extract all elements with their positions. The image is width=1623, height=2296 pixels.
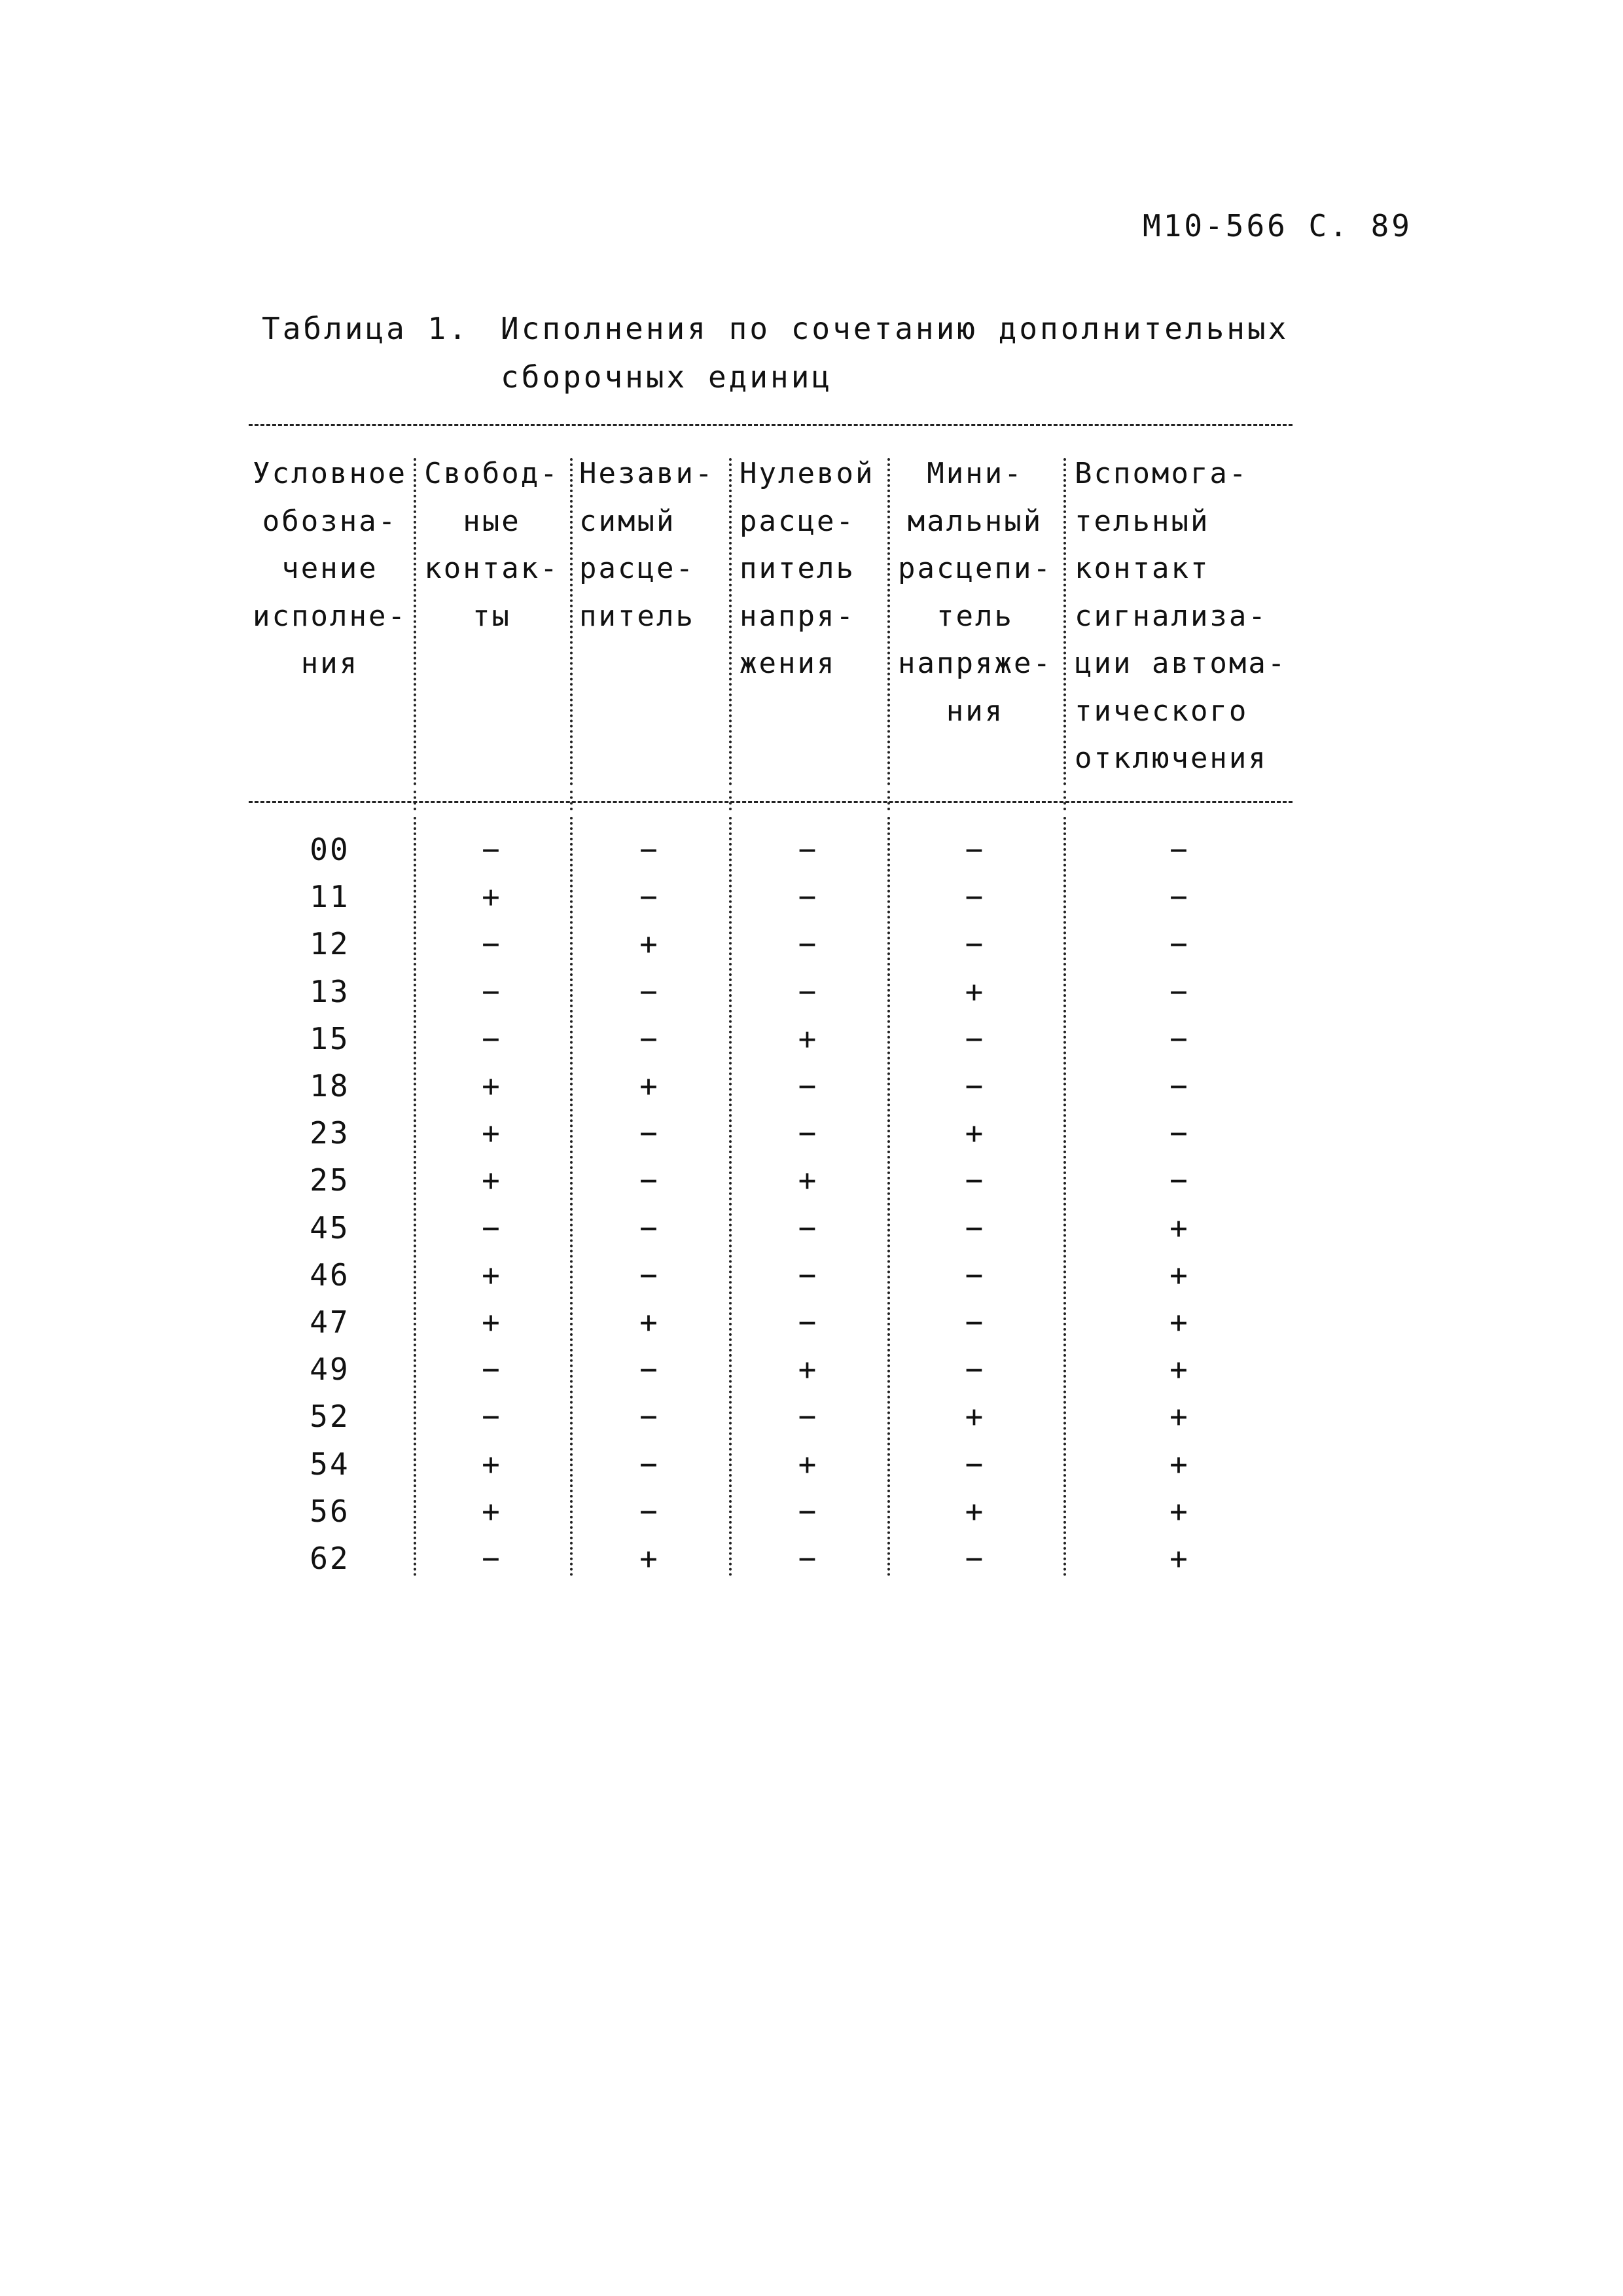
row-designation: 11 xyxy=(310,879,350,915)
table-row xyxy=(249,1157,1293,1204)
row-designation: 45 xyxy=(310,1210,350,1246)
column-header-line: расце- xyxy=(740,504,855,538)
table-cell: − xyxy=(965,1020,986,1056)
column-header-line: расцепи- xyxy=(898,552,1052,585)
table-cell: − xyxy=(798,1257,819,1293)
column-header-line: расце- xyxy=(579,552,695,585)
row-designation: 12 xyxy=(310,926,350,962)
column-header-line: сигнализа- xyxy=(1075,599,1268,633)
table-cell: + xyxy=(965,1399,986,1435)
table-cell: − xyxy=(965,1068,986,1103)
row-designation: 49 xyxy=(310,1352,350,1388)
table-cell: − xyxy=(965,1210,986,1246)
table-cell: − xyxy=(639,973,660,1009)
table-cell: − xyxy=(482,832,502,867)
table-row xyxy=(249,1062,1293,1109)
table-cell: + xyxy=(639,1541,660,1576)
table-cell: − xyxy=(798,926,819,962)
column-header-line: Свобод- xyxy=(424,457,560,490)
column-separator xyxy=(414,791,416,810)
column-header-line: тического xyxy=(1075,694,1249,728)
row-designation: 18 xyxy=(310,1068,350,1103)
table-cell: − xyxy=(798,1304,819,1340)
table-cell: − xyxy=(965,1541,986,1576)
table-cell: + xyxy=(482,1493,502,1529)
table-row xyxy=(249,826,1293,873)
column-header-2 xyxy=(416,450,568,640)
column-separator xyxy=(887,817,890,1577)
table-cell: − xyxy=(639,1210,660,1246)
row-designation: 15 xyxy=(310,1020,350,1056)
table-cell: − xyxy=(482,1020,502,1056)
table-cell: + xyxy=(1169,1446,1190,1482)
table-cell: − xyxy=(482,973,502,1009)
row-designation: 23 xyxy=(310,1115,350,1151)
column-header-3 xyxy=(579,450,726,640)
table-cell: + xyxy=(482,1257,502,1293)
column-header-line: тель xyxy=(936,599,1014,633)
column-header-line: ты xyxy=(473,599,511,633)
column-header-line: исполне- xyxy=(253,599,407,633)
table-cell: − xyxy=(798,1115,819,1151)
table-cell: − xyxy=(1169,1115,1190,1151)
column-header-line: контакт xyxy=(1075,552,1210,585)
column-header-line: ные xyxy=(463,504,521,538)
column-header-line: ния xyxy=(946,694,1005,728)
table-cell: − xyxy=(965,1446,986,1482)
column-separator xyxy=(570,458,573,785)
column-separator xyxy=(1063,791,1066,810)
table-cell: − xyxy=(1169,1068,1190,1103)
table-cell: − xyxy=(639,1493,660,1529)
row-designation: 52 xyxy=(310,1399,350,1435)
column-header-line: напря- xyxy=(740,599,855,633)
table-cell: − xyxy=(639,1446,660,1482)
column-separator xyxy=(1063,458,1066,785)
column-separator xyxy=(414,817,416,1577)
table-cell: − xyxy=(965,1162,986,1198)
table-cell: − xyxy=(1169,1162,1190,1198)
table-cell: − xyxy=(798,832,819,867)
column-header-6 xyxy=(1075,450,1293,783)
table-row xyxy=(249,1535,1293,1582)
table-cell: − xyxy=(1169,879,1190,915)
table-cell: + xyxy=(1169,1493,1190,1529)
table-cell: − xyxy=(482,1352,502,1388)
column-header-line: симый xyxy=(579,504,676,538)
table-cell: − xyxy=(1169,973,1190,1009)
table-cell: + xyxy=(482,1446,502,1482)
table-cell: − xyxy=(965,832,986,867)
column-separator xyxy=(729,791,732,810)
table-cell: + xyxy=(1169,1210,1190,1246)
table-cell: − xyxy=(965,1352,986,1388)
table-cell: + xyxy=(1169,1304,1190,1340)
table-cell: + xyxy=(482,1115,502,1151)
column-header-line: ции автома- xyxy=(1075,647,1287,680)
table-cell: + xyxy=(965,1115,986,1151)
table-cell: + xyxy=(482,879,502,915)
table-cell: − xyxy=(798,879,819,915)
column-header-line: чение xyxy=(281,552,378,585)
column-header-line: напряже- xyxy=(898,647,1052,680)
table-row xyxy=(249,1441,1293,1488)
table-cell: − xyxy=(798,973,819,1009)
row-designation: 13 xyxy=(310,973,350,1009)
row-designation: 56 xyxy=(310,1493,350,1529)
column-header-line: обозна- xyxy=(262,504,398,538)
table-cell: − xyxy=(798,1399,819,1435)
table-cell: + xyxy=(482,1304,502,1340)
table-cell: − xyxy=(1169,1020,1190,1056)
column-separator xyxy=(1063,817,1066,1577)
table-row xyxy=(249,1299,1293,1346)
column-header-line: ния xyxy=(300,647,359,680)
table-cell: − xyxy=(482,1210,502,1246)
column-header-line: жения xyxy=(740,647,836,680)
table-cell: − xyxy=(965,926,986,962)
column-header-line: Нулевой xyxy=(740,457,875,490)
table-row xyxy=(249,1251,1293,1299)
table-cell: + xyxy=(798,1020,819,1056)
table-cell: − xyxy=(639,1162,660,1198)
table-cell: − xyxy=(639,1020,660,1056)
table-cell: − xyxy=(482,926,502,962)
column-separator xyxy=(887,458,890,785)
table-row xyxy=(249,1393,1293,1440)
table-cell: − xyxy=(639,832,660,867)
column-header-line: питель xyxy=(740,552,855,585)
column-separator xyxy=(887,791,890,810)
row-designation: 47 xyxy=(310,1304,350,1340)
table-cell: + xyxy=(482,1162,502,1198)
table-cell: + xyxy=(639,1068,660,1103)
column-header-5 xyxy=(890,450,1060,735)
table-cell: + xyxy=(798,1162,819,1198)
column-separator xyxy=(414,458,416,785)
table-cell: + xyxy=(1169,1352,1190,1388)
column-separator xyxy=(570,791,573,810)
table-cell: − xyxy=(965,1257,986,1293)
table-cell: − xyxy=(965,879,986,915)
column-separator xyxy=(570,817,573,1577)
column-header-4 xyxy=(740,450,885,688)
row-designation: 54 xyxy=(310,1446,350,1482)
table-row xyxy=(249,968,1293,1015)
column-header-line: контак- xyxy=(424,552,560,585)
table-cell: + xyxy=(1169,1257,1190,1293)
table-top-rule xyxy=(249,424,1293,426)
table-row xyxy=(249,1346,1293,1393)
table-cell: − xyxy=(798,1068,819,1103)
column-header-line: питель xyxy=(579,599,695,633)
row-designation: 25 xyxy=(310,1162,350,1198)
table-row xyxy=(249,1204,1293,1251)
row-designation: 00 xyxy=(310,832,350,867)
table-cell: − xyxy=(482,1399,502,1435)
column-header-line: отключения xyxy=(1075,742,1268,775)
table-cell: − xyxy=(639,1115,660,1151)
table-cell: − xyxy=(482,1541,502,1576)
table-cell: − xyxy=(639,1257,660,1293)
table-cell: − xyxy=(639,1399,660,1435)
table-cell: + xyxy=(965,1493,986,1529)
table-cell: + xyxy=(798,1352,819,1388)
table-cell: − xyxy=(798,1210,819,1246)
table-number: Таблица 1. xyxy=(262,311,469,346)
table-cell: + xyxy=(1169,1399,1190,1435)
table-cell: − xyxy=(1169,926,1190,962)
table-cell: − xyxy=(798,1541,819,1576)
column-header-1 xyxy=(249,450,411,688)
column-header-line: тельный xyxy=(1075,504,1210,538)
table-row xyxy=(249,1109,1293,1157)
table-row xyxy=(249,1015,1293,1062)
table-cell: − xyxy=(639,879,660,915)
table-row xyxy=(249,920,1293,967)
table-header-rule xyxy=(249,801,1293,803)
table-title-line-2: сборочных единиц xyxy=(501,359,833,395)
table-cell: − xyxy=(798,1493,819,1529)
column-header-line: Условное xyxy=(253,457,407,490)
table-cell: + xyxy=(482,1068,502,1103)
column-separator xyxy=(729,458,732,785)
row-designation: 46 xyxy=(310,1257,350,1293)
table-row xyxy=(249,873,1293,920)
column-header-line: Незави- xyxy=(579,457,715,490)
column-header-line: мальный xyxy=(907,504,1043,538)
column-separator xyxy=(729,817,732,1577)
table-cell: + xyxy=(1169,1541,1190,1576)
page-reference: М10-566 С. 89 xyxy=(1142,208,1412,243)
column-header-line: Вспомога- xyxy=(1075,457,1249,490)
row-designation: 62 xyxy=(310,1541,350,1576)
table-row xyxy=(249,1488,1293,1535)
column-header-line: Мини- xyxy=(927,457,1024,490)
table-cell: + xyxy=(639,1304,660,1340)
table-cell: − xyxy=(965,1304,986,1340)
table-cell: + xyxy=(965,973,986,1009)
table-cell: − xyxy=(1169,832,1190,867)
table-cell: + xyxy=(639,926,660,962)
table-cell: − xyxy=(639,1352,660,1388)
table-cell: + xyxy=(798,1446,819,1482)
table-title-line-1: Исполнения по сочетанию дополнительных xyxy=(501,311,1289,346)
